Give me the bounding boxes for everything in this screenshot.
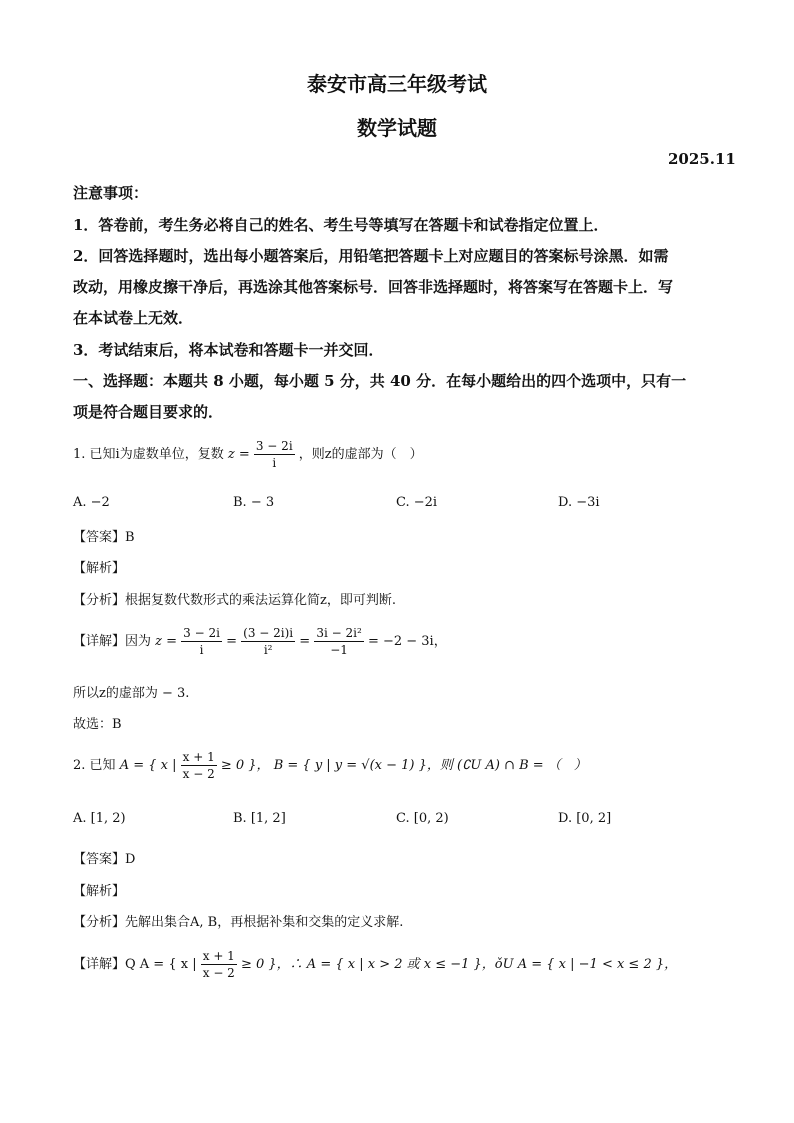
exam-title: 泰安市高三年级考试 — [307, 72, 487, 96]
notice-item-2-line-1: 2．回答选择题时，选出每小题答案后，用铅笔把答题卡上对应题目的答案标号涂黑．如需 — [73, 247, 669, 265]
q1-option-d: D. −3i — [558, 495, 600, 510]
q1-prefix: 1. 已知i为虚数单位，复数 — [73, 447, 224, 462]
q1-detail-tail: = −2 − 3i， — [367, 634, 447, 649]
q1-detail-frac-1-den: i — [199, 643, 204, 657]
q2-option-d: D. [0, 2] — [558, 811, 612, 826]
question-2-stem — [73, 746, 587, 786]
notice-heading: 注意事项： — [73, 184, 149, 202]
q1-detail-frac-1-num: 3 − 2i — [183, 626, 220, 640]
q2-option-b: B. [1, 2] — [233, 811, 286, 826]
q2-set-a-num: x + 1 — [182, 750, 215, 764]
q1-answer: 【答案】B — [73, 530, 135, 545]
q1-suffix: ，则z的虚部为（ ） — [298, 447, 423, 462]
exam-subtitle: 数学试题 — [357, 116, 437, 140]
q2-detail-den: x − 2 — [202, 966, 235, 980]
exam-date: 2025.11 — [668, 150, 736, 168]
q1-option-c: C. −2i — [396, 495, 438, 510]
q2-detail-tail: ≥ 0 }，∴ A = { x | x > 2 或 x ≤ −1 }，ǒU A = { x | −1 < x ≤ 2 }， — [240, 957, 678, 972]
q2-analysis-tag: 【解析】 — [73, 884, 126, 899]
q1-z-eq: z = — [227, 447, 250, 462]
q2-detail-fraction — [201, 948, 237, 981]
notice-item-2-line-3: 在本试卷上无效． — [73, 309, 194, 327]
q1-conclusion: 所以z的虚部为 − 3. — [73, 686, 190, 701]
q2-set-a-tail: ≥ 0 }， — [220, 758, 270, 773]
q2-option-a: A. [1, 2) — [73, 811, 126, 826]
q1-detail-frac-2-den: i² — [263, 643, 273, 657]
question-1-stem — [73, 438, 423, 472]
q1-detail: 【详解】因为 z = $\frac{3 - 2i}{i}$ = $\frac{(3 - 2i)i}{\text{i²}}$ = $\frac{\text{3i − 2i²}}{-1}$ = −2 − 3i， — [73, 626, 447, 657]
q2-set-a-lead: A = { x | — [119, 758, 177, 773]
q2-detail — [73, 945, 677, 985]
q1-detail-frac-3 — [314, 625, 363, 658]
q2-prefix: 2. 已知 — [73, 758, 116, 773]
notice-item-2-line-2: 改动，用橡皮擦干净后，再选涂其他答案标号．回答非选择题时，将答案写在答题卡上．写 — [73, 278, 674, 296]
q1-detail-frac-3-num: 3i − 2i² — [316, 626, 362, 640]
q1-option-b: B. − 3 — [233, 495, 275, 510]
q1-detail-frac-1 — [181, 625, 222, 658]
q1-detail-prefix: 【详解】因为 — [73, 634, 152, 649]
q1-detail-frac-3-den: −1 — [330, 643, 348, 657]
q2-detail-prefix: 【详解】Q A = { x | — [73, 957, 197, 972]
q1-analysis-tag: 【解析】 — [73, 561, 126, 576]
q1-detail-z: z = — [155, 634, 178, 649]
q2-detail-num: x + 1 — [202, 949, 235, 963]
q1-fraction — [254, 438, 295, 471]
section-heading-line-1: 一、选择题：本题共 8 小题，每小题 5 分，共 40 分．在每小题给出的四个选项中，只有一 — [73, 372, 687, 390]
notice-item-3: 3．考试结束后，将本试卷和答题卡一并交回． — [73, 341, 384, 359]
q1-fenxi: 【分析】根据复数代数形式的乘法运算化简z，即可判断. — [73, 593, 396, 608]
q1-choose: 故选：B — [73, 717, 122, 732]
q2-set-a-den: x − 2 — [182, 767, 215, 781]
q1-detail-frac-2-num: (3 − 2i)i — [243, 626, 294, 640]
q1-detail-frac-2 — [241, 625, 295, 658]
notice-item-1: 1．答卷前，考生务必将自己的姓名、考生号等填写在答题卡和试卷指定位置上． — [73, 216, 609, 234]
q2-fenxi: 【分析】先解出集合A, B，再根据补集和交集的定义求解. — [73, 915, 404, 930]
q2-option-c: C. [0, 2) — [396, 811, 449, 826]
q2-set-b: B = { y | y = √(x − 1) }，则 (∁U A) ∩ B = （ ） — [273, 758, 587, 773]
q1-frac-den: i — [272, 456, 277, 470]
section-heading-line-2: 项是符合题目要求的． — [73, 403, 224, 421]
q2-set-a-fraction — [181, 749, 217, 782]
q1-option-a: A. −2 — [73, 495, 110, 510]
q2-answer: 【答案】D — [73, 852, 136, 867]
q1-frac-num: 3 − 2i — [255, 439, 293, 453]
